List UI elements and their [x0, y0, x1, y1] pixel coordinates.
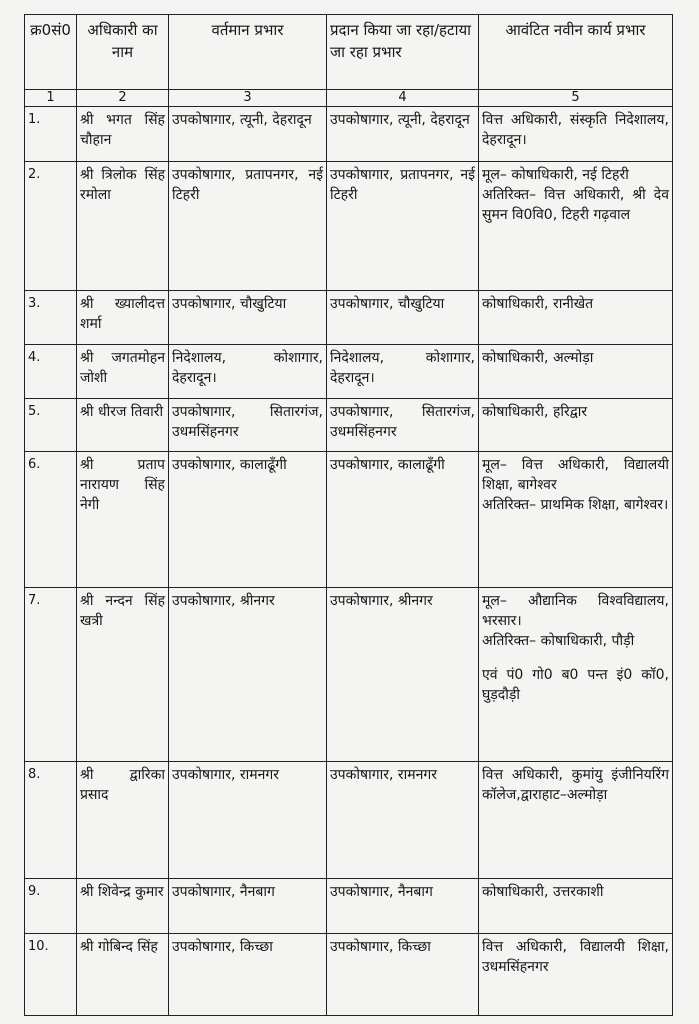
new-charge-additional-2: एवं पं0 गो0 ब0 पन्त इं0 कॉ0, घुड़दौड़ी [482, 667, 669, 703]
new-charge-main: कोषाधिकारी, उत्तरकाशी [482, 884, 604, 900]
new-charge-main: मूल– औद्यानिक विश्वविद्यालय, भरसार। [482, 593, 669, 629]
row-officer-name: श्री जगतमोहन जोशी [77, 345, 169, 399]
row-new-charge [479, 879, 673, 934]
row-given-charge: उपकोषागार, रामनगर [327, 762, 479, 879]
row-current-charge: उपकोषागार, नैनबाग [169, 879, 327, 934]
table-row [25, 879, 673, 934]
row-new-charge [479, 452, 673, 588]
row-officer-name: श्री धीरज तिवारी [77, 399, 169, 452]
row-given-charge: उपकोषागार, सितारगंज, उधमसिंहनगर [327, 399, 479, 452]
row-new-charge [479, 107, 673, 162]
row-new-charge [479, 934, 673, 1016]
row-sno: 10. [25, 934, 77, 1016]
row-given-charge: उपकोषागार, श्रीनगर [327, 588, 479, 762]
row-given-charge: उपकोषागार, नैनबाग [327, 879, 479, 934]
row-current-charge: उपकोषागार, प्रतापनगर, नई टिहरी [169, 162, 327, 291]
header-new-charge: आवंटित नवीन कार्य प्रभार [479, 15, 673, 90]
row-new-charge [479, 162, 673, 291]
new-charge-additional: अतिरिक्त– वित्त अधिकारी, श्री देव सुमन वि0वि0, टिहरी गढ़वाल [482, 187, 669, 223]
row-given-charge: उपकोषागार, प्रतापनगर, नई टिहरी [327, 162, 479, 291]
row-current-charge: उपकोषागार, त्यूनी, देहरादून [169, 107, 327, 162]
table-row [25, 345, 673, 399]
table-row [25, 291, 673, 345]
row-given-charge: उपकोषागार, चौखुटिया [327, 291, 479, 345]
table-row [25, 107, 673, 162]
row-officer-name: श्री शिवेन्द्र कुमार [77, 879, 169, 934]
row-sno: 7. [25, 588, 77, 762]
table-row [25, 162, 673, 291]
row-officer-name: श्री भगत सिंह चौहान [77, 107, 169, 162]
row-officer-name: श्री प्रताप नारायण सिंह नेगी [77, 452, 169, 588]
header-sno: क्र0सं0 [25, 15, 77, 90]
row-current-charge: उपकोषागार, रामनगर [169, 762, 327, 879]
row-officer-name: श्री गोबिन्द सिंह [77, 934, 169, 1016]
row-sno: 3. [25, 291, 77, 345]
table-row [25, 934, 673, 1016]
row-current-charge: उपकोषागार, किच्छा [169, 934, 327, 1016]
row-current-charge: उपकोषागार, चौखुटिया [169, 291, 327, 345]
row-sno: 2. [25, 162, 77, 291]
row-new-charge [479, 588, 673, 762]
row-given-charge: उपकोषागार, किच्छा [327, 934, 479, 1016]
row-officer-name: श्री द्वारिका प्रसाद [77, 762, 169, 879]
row-officer-name: श्री नन्दन सिंह खत्री [77, 588, 169, 762]
new-charge-main: वित्त अधिकारी, कुमांयु इंजीनियरिंग कॉलेज,द्वाराहाट–अल्मोड़ा [482, 767, 669, 803]
new-charge-main: वित्त अधिकारी, विद्यालयी शिक्षा, उधमसिंहनगर [482, 939, 669, 975]
row-sno: 6. [25, 452, 77, 588]
new-charge-main: कोषाधिकारी, रानीखेत [482, 296, 594, 312]
header-current-charge: वर्तमान प्रभार [169, 15, 327, 90]
header-given-removed-charge: प्रदान किया जा रहा/हटाया जा रहा प्रभार [327, 15, 479, 90]
table-row [25, 762, 673, 879]
row-sno: 9. [25, 879, 77, 934]
row-sno: 1. [25, 107, 77, 162]
row-sno: 5. [25, 399, 77, 452]
row-officer-name: श्री त्रिलोक सिंह रमोला [77, 162, 169, 291]
table-header-row [25, 15, 673, 90]
charge-allocation-table [24, 14, 673, 1016]
row-new-charge [479, 762, 673, 879]
column-number: 2 [77, 90, 169, 107]
row-officer-name: श्री ख्यालीदत्त शर्मा [77, 291, 169, 345]
new-charge-additional: अतिरिक्त– प्राथमिक शिक्षा, बागेश्वर। [482, 497, 669, 513]
table-row [25, 452, 673, 588]
row-new-charge [479, 345, 673, 399]
column-number: 3 [169, 90, 327, 107]
row-given-charge: उपकोषागार, त्यूनी, देहरादून [327, 107, 479, 162]
row-given-charge: उपकोषागार, कालाढूँगी [327, 452, 479, 588]
new-charge-main: मूल– वित्त अधिकारी, विद्यालयी शिक्षा, बागेश्वर [482, 457, 669, 493]
row-sno: 8. [25, 762, 77, 879]
new-charge-additional: अतिरिक्त– कोषाधिकारी, पौड़ी [482, 633, 635, 649]
table-row [25, 588, 673, 762]
new-charge-main: वित्त अधिकारी, संस्कृति निदेशालय, देहरादून। [482, 112, 669, 148]
new-charge-main: मूल– कोषाधिकारी, नई टिहरी [482, 167, 629, 183]
new-charge-main: कोषाधिकारी, अल्मोड़ा [482, 350, 594, 366]
row-sno: 4. [25, 345, 77, 399]
column-number: 5 [479, 90, 673, 107]
row-current-charge: उपकोषागार, कालाढूँगी [169, 452, 327, 588]
row-current-charge: निदेशालय, कोशागार, देहरादून। [169, 345, 327, 399]
column-number: 4 [327, 90, 479, 107]
row-current-charge: उपकोषागार, श्रीनगर [169, 588, 327, 762]
row-given-charge: निदेशालय, कोशागार, देहरादून। [327, 345, 479, 399]
row-new-charge [479, 291, 673, 345]
new-charge-main: कोषाधिकारी, हरिद्वार [482, 404, 588, 420]
row-current-charge: उपकोषागार, सितारगंज, उधमसिंहनगर [169, 399, 327, 452]
column-number-row [25, 90, 673, 107]
table-row [25, 399, 673, 452]
header-officer-name: अधिकारी का नाम [77, 15, 169, 90]
column-number: 1 [25, 90, 77, 107]
row-new-charge [479, 399, 673, 452]
